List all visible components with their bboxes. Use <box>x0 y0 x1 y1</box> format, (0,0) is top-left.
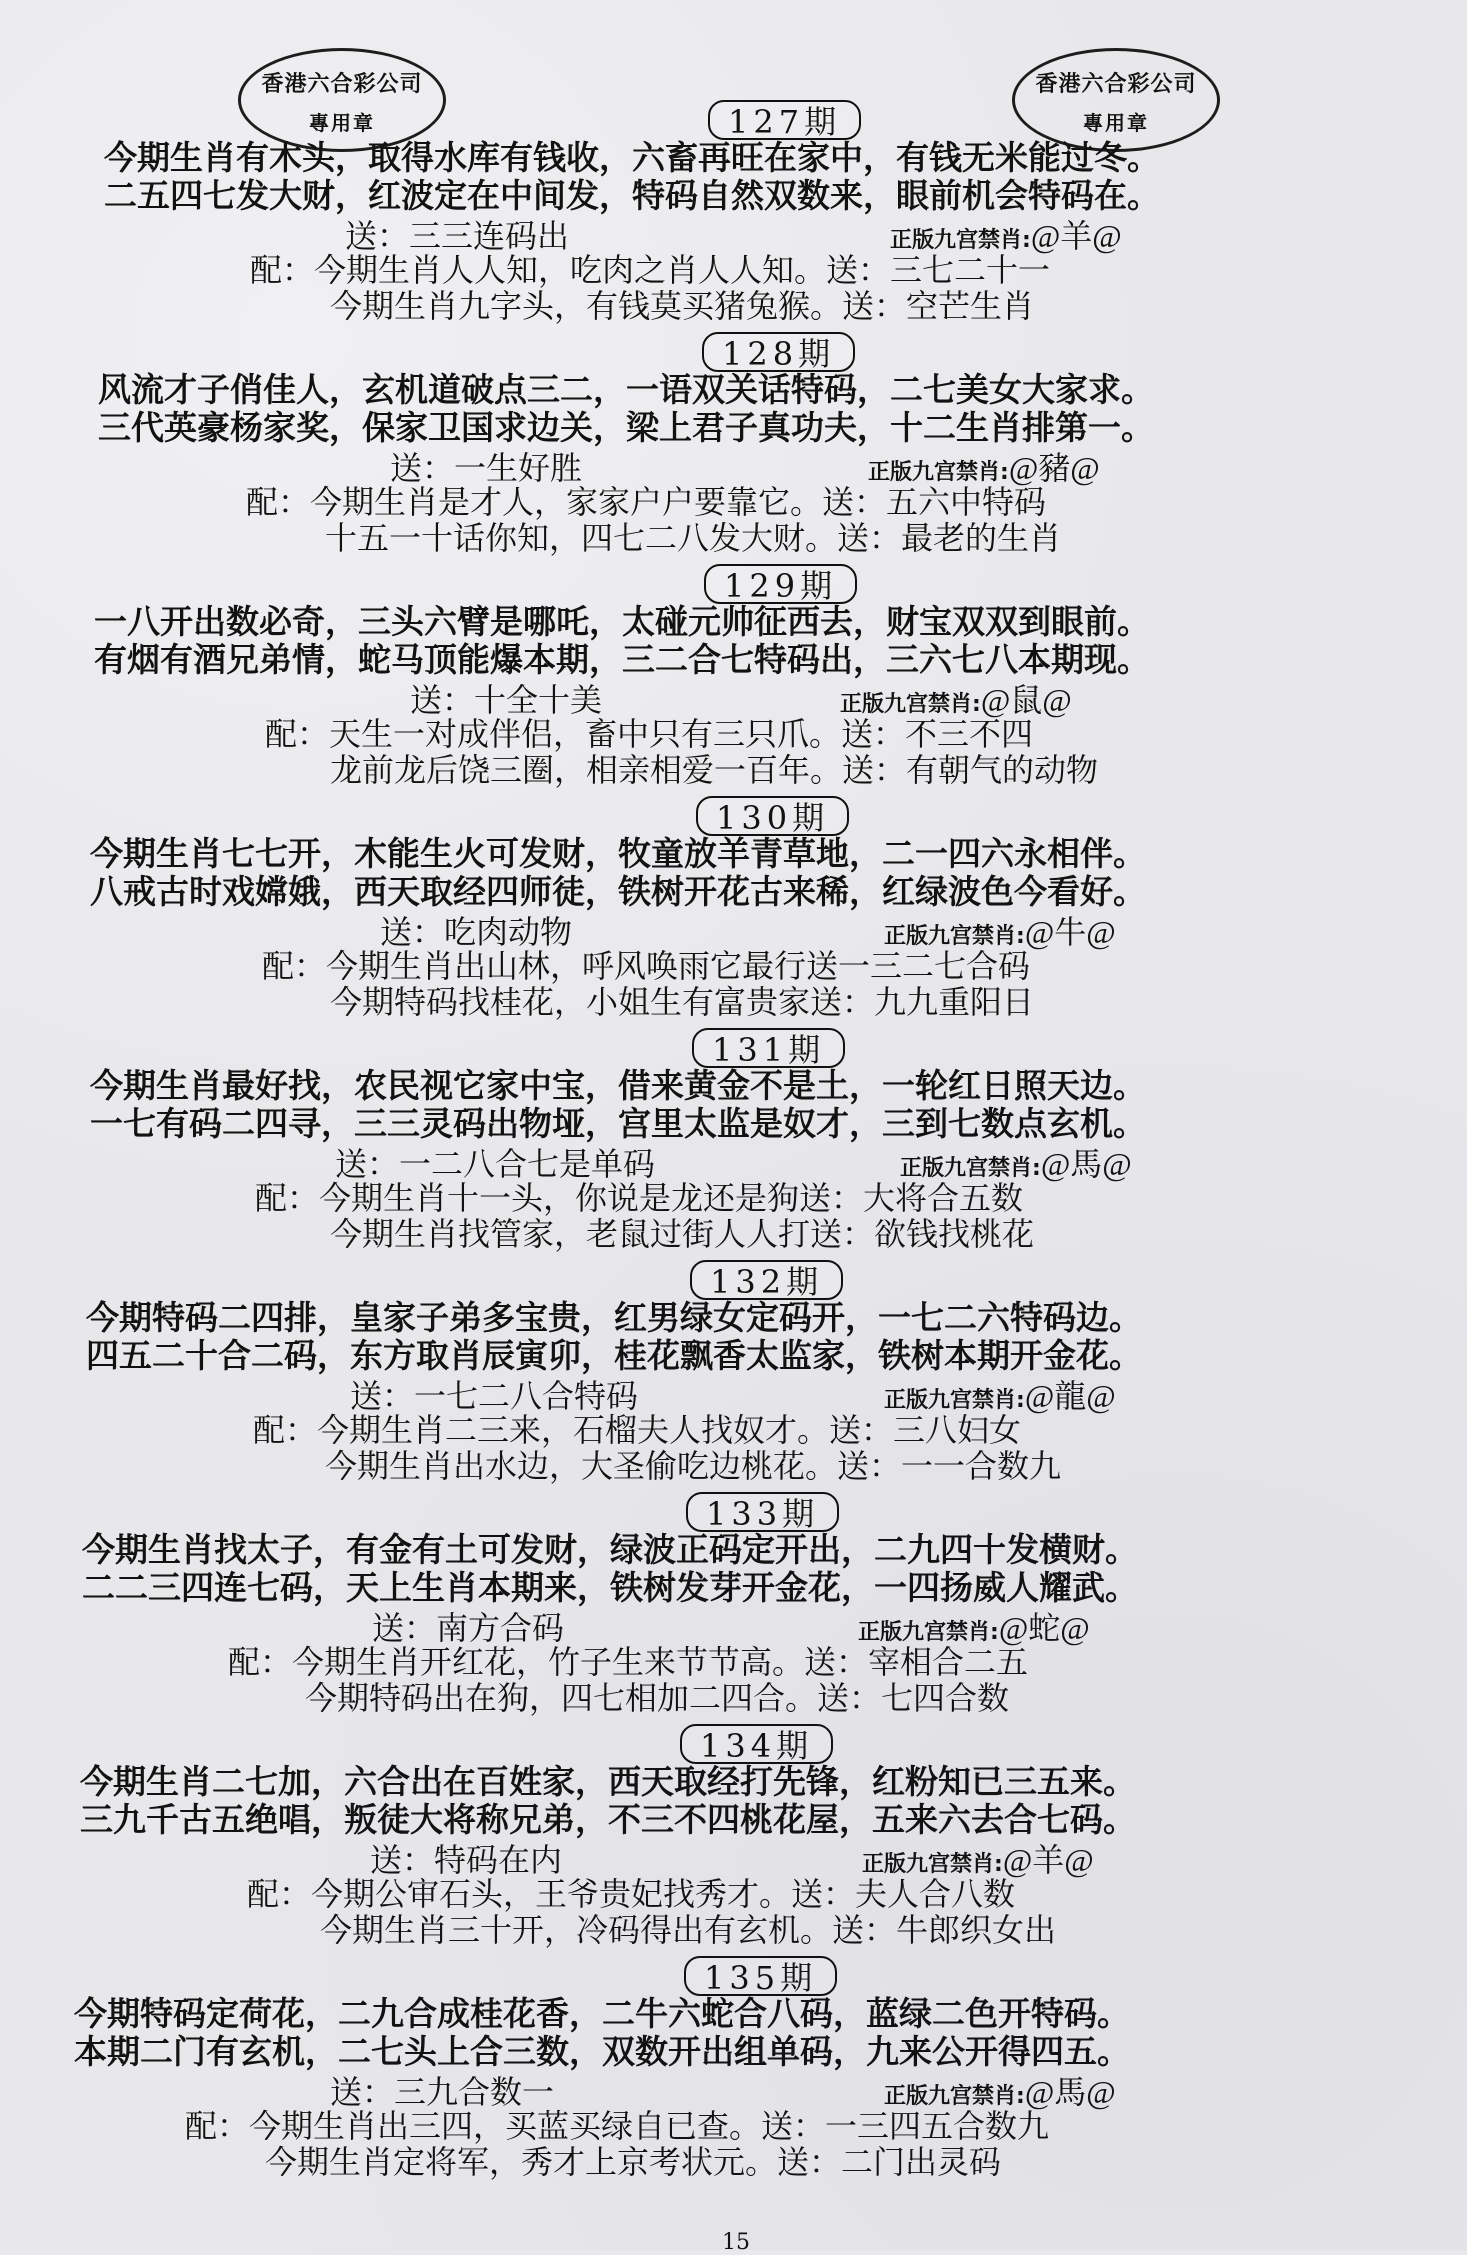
issue-block <box>0 100 1467 330</box>
issue-number-badge: 129期 <box>704 564 857 604</box>
banned-zodiac-value: @龍@ <box>1024 1378 1116 1414</box>
issue-number-badge: 135期 <box>684 1956 837 1996</box>
seal-text-company: 香港六合彩公司 <box>261 72 423 97</box>
verse-line-2: 有烟有酒兄弟情，蛇马顶能爆本期，三二合七特码出，三六七八本期现。 <box>94 640 1150 679</box>
issue-number-badge: 132期 <box>690 1260 843 1300</box>
issue-block <box>0 1724 1467 1954</box>
send-hint: 送：三九合数一 <box>330 2073 555 2111</box>
verse-line-2: 本期二门有玄机，二七头上合三数，双数开出组单码，九来公开得四五。 <box>74 2032 1130 2071</box>
banned-zodiac-label: 正版九宫禁肖: <box>840 692 981 717</box>
verse-line-2: 三九千古五绝唱，叛徒大将称兄弟，不三不四桃花屋，五来六去合七码。 <box>80 1800 1136 1839</box>
banned-zodiac-label: 正版九宫禁肖: <box>900 1156 1041 1181</box>
pair-line-2: 今期特码找桂花，小姐生有富贵家送：九九重阳日 <box>330 983 1035 1021</box>
issue-number-badge: 134期 <box>680 1724 833 1764</box>
issue-block <box>0 1028 1467 1258</box>
verse-line-1: 今期特码定荷花，二九合成桂花香，二牛六蛇合八码，蓝绿二色开特码。 <box>74 1994 1130 2033</box>
issue-number-badge: 127期 <box>708 100 861 140</box>
send-hint: 送：一二八合七是单码 <box>335 1145 656 1183</box>
issue-block <box>0 332 1467 562</box>
verse-line-2: 三代英豪杨家奖，保家卫国求边关，梁上君子真功夫，十二生肖排第一。 <box>98 408 1154 447</box>
seal-text-official: 專用章 <box>309 111 375 135</box>
banned-zodiac-value: @羊@ <box>1002 1842 1094 1878</box>
seal-text-official: 專用章 <box>1083 111 1149 135</box>
pair-line-2: 今期生肖三十开，冷码得出有玄机。送：牛郎织女出 <box>320 1911 1057 1949</box>
issue-number-badge: 130期 <box>696 796 849 836</box>
pair-line-1: 配：今期生肖开红花，竹子生来节节高。送：宰相合二五 <box>228 1643 1029 1681</box>
verse-line-1: 今期特码二四排，皇家子弟多宝贵，红男绿女定码开，一七二六特码边。 <box>86 1298 1142 1337</box>
verse-line-2: 二五四七发大财，红波定在中间发，特码自然双数来，眼前机会特码在。 <box>104 176 1160 215</box>
pair-line-2: 今期生肖九字头，有钱莫买猪兔猴。送：空芒生肖 <box>330 287 1035 325</box>
verse-line-2: 四五二十合二码，东方取肖辰寅卯，桂花飘香太监家，铁树本期开金花。 <box>86 1336 1142 1375</box>
issue-block <box>0 1956 1467 2186</box>
pair-line-2: 今期生肖定将军，秀才上京考状元。送：二门出灵码 <box>265 2143 1002 2181</box>
verse-line-1: 今期生肖二七加，六合出在百姓家，西天取经打先锋，红粉知已三五来。 <box>80 1762 1136 1801</box>
send-hint: 送：三三连码出 <box>345 217 570 255</box>
seal-text-company: 香港六合彩公司 <box>1035 72 1197 97</box>
pair-line-1: 配：天生一对成伴侣，畜中只有三只爪。送：不三不四 <box>265 715 1034 753</box>
verse-line-2: 二二三四连七码，天上生肖本期来，铁树发芽开金花，一四扬威人耀武。 <box>82 1568 1138 1607</box>
banned-zodiac-label: 正版九宫禁肖: <box>884 1388 1025 1413</box>
issue-block <box>0 564 1467 794</box>
issue-block <box>0 1260 1467 1490</box>
send-hint: 送：南方合码 <box>372 1609 565 1647</box>
pair-line-1: 配：今期生肖出三四，买蓝买绿自已查。送：一三四五合数九 <box>185 2107 1050 2145</box>
pair-line-1: 配：今期生肖二三来，石榴夫人找奴才。送：三八妇女 <box>253 1411 1022 1449</box>
issue-number-badge: 128期 <box>702 332 855 372</box>
banned-zodiac-label: 正版九宫禁肖: <box>884 924 1025 949</box>
banned-zodiac-value: @羊@ <box>1030 218 1122 254</box>
banned-zodiac-label: 正版九宫禁肖: <box>862 1852 1003 1877</box>
issue-block <box>0 796 1467 1026</box>
banned-zodiac-value: @牛@ <box>1024 914 1116 950</box>
verse-line-1: 今期生肖最好找，农民视它家中宝，借来黄金不是土，一轮红日照天边。 <box>90 1066 1146 1105</box>
send-hint: 送：十全十美 <box>410 681 603 719</box>
pair-line-2: 今期特码出在狗，四七相加二四合。送：七四合数 <box>305 1679 1010 1717</box>
banned-zodiac-label: 正版九宫禁肖: <box>858 1620 999 1645</box>
verse-line-1: 今期生肖有木头，取得水库有钱收，六畜再旺在家中，有钱无米能过冬。 <box>104 138 1160 177</box>
issue-number-badge: 133期 <box>686 1492 839 1532</box>
banned-zodiac-label: 正版九宫禁肖: <box>868 460 1009 485</box>
pair-line-1: 配：今期生肖是才人，家家户户要靠它。送：五六中特码 <box>246 483 1047 521</box>
verse-line-1: 风流才子俏佳人，玄机道破点三二，一语双关话特码，二七美女大家求。 <box>98 370 1154 409</box>
send-hint: 送：特码在内 <box>370 1841 563 1879</box>
banned-zodiac-value: @蛇@ <box>998 1610 1090 1646</box>
verse-line-1: 今期生肖七七开，木能生火可发财，牧童放羊青草地，二一四六永相伴。 <box>90 834 1146 873</box>
issue-number-badge: 131期 <box>692 1028 845 1068</box>
pair-line-1: 配：今期公审石头，王爷贵妃找秀才。送：夫人合八数 <box>247 1875 1016 1913</box>
pair-line-2: 十五一十话你知，四七二八发大财。送：最老的生肖 <box>325 519 1062 557</box>
banned-zodiac-value: @馬@ <box>1024 2074 1116 2110</box>
pair-line-2: 龙前龙后饶三圈，相亲相爱一百年。送：有朝气的动物 <box>330 751 1099 789</box>
send-hint: 送：一生好胜 <box>390 449 583 487</box>
banned-zodiac-value: @豬@ <box>1008 450 1100 486</box>
issue-block <box>0 1492 1467 1722</box>
page-number: 15 <box>722 2230 750 2255</box>
verse-line-1: 一八开出数必奇，三头六臂是哪吒，太碰元帅征西去，财宝双双到眼前。 <box>94 602 1150 641</box>
pair-line-1: 配：今期生肖十一头，你说是龙还是狗送：大将合五数 <box>255 1179 1024 1217</box>
banned-zodiac-value: @馬@ <box>1040 1146 1132 1182</box>
send-hint: 送：吃肉动物 <box>380 913 573 951</box>
verse-line-2: 一七有码二四寻，三三灵码出物垭，宫里太监是奴才，三到七数点玄机。 <box>90 1104 1146 1143</box>
send-hint: 送：一七二八合特码 <box>350 1377 639 1415</box>
pair-line-1: 配：今期生肖人人知，吃肉之肖人人知。送：三七二十一 <box>250 251 1051 289</box>
pair-line-1: 配：今期生肖出山林，呼风唤雨它最行送一三二七合码 <box>262 947 1031 985</box>
banned-zodiac-label: 正版九宫禁肖: <box>884 2084 1025 2109</box>
pair-line-2: 今期生肖出水边，大圣偷吃边桃花。送：一一合数九 <box>325 1447 1062 1485</box>
banned-zodiac-value: @鼠@ <box>980 682 1072 718</box>
pair-line-2: 今期生肖找管家，老鼠过街人人打送：欲钱找桃花 <box>330 1215 1035 1253</box>
verse-line-2: 八戒古时戏嫦娥，西天取经四师徒，铁树开花古来稀，红绿波色今看好。 <box>90 872 1146 911</box>
banned-zodiac-label: 正版九宫禁肖: <box>890 228 1031 253</box>
verse-line-1: 今期生肖找太子，有金有土可发财，绿波正码定开出，二九四十发横财。 <box>82 1530 1138 1569</box>
